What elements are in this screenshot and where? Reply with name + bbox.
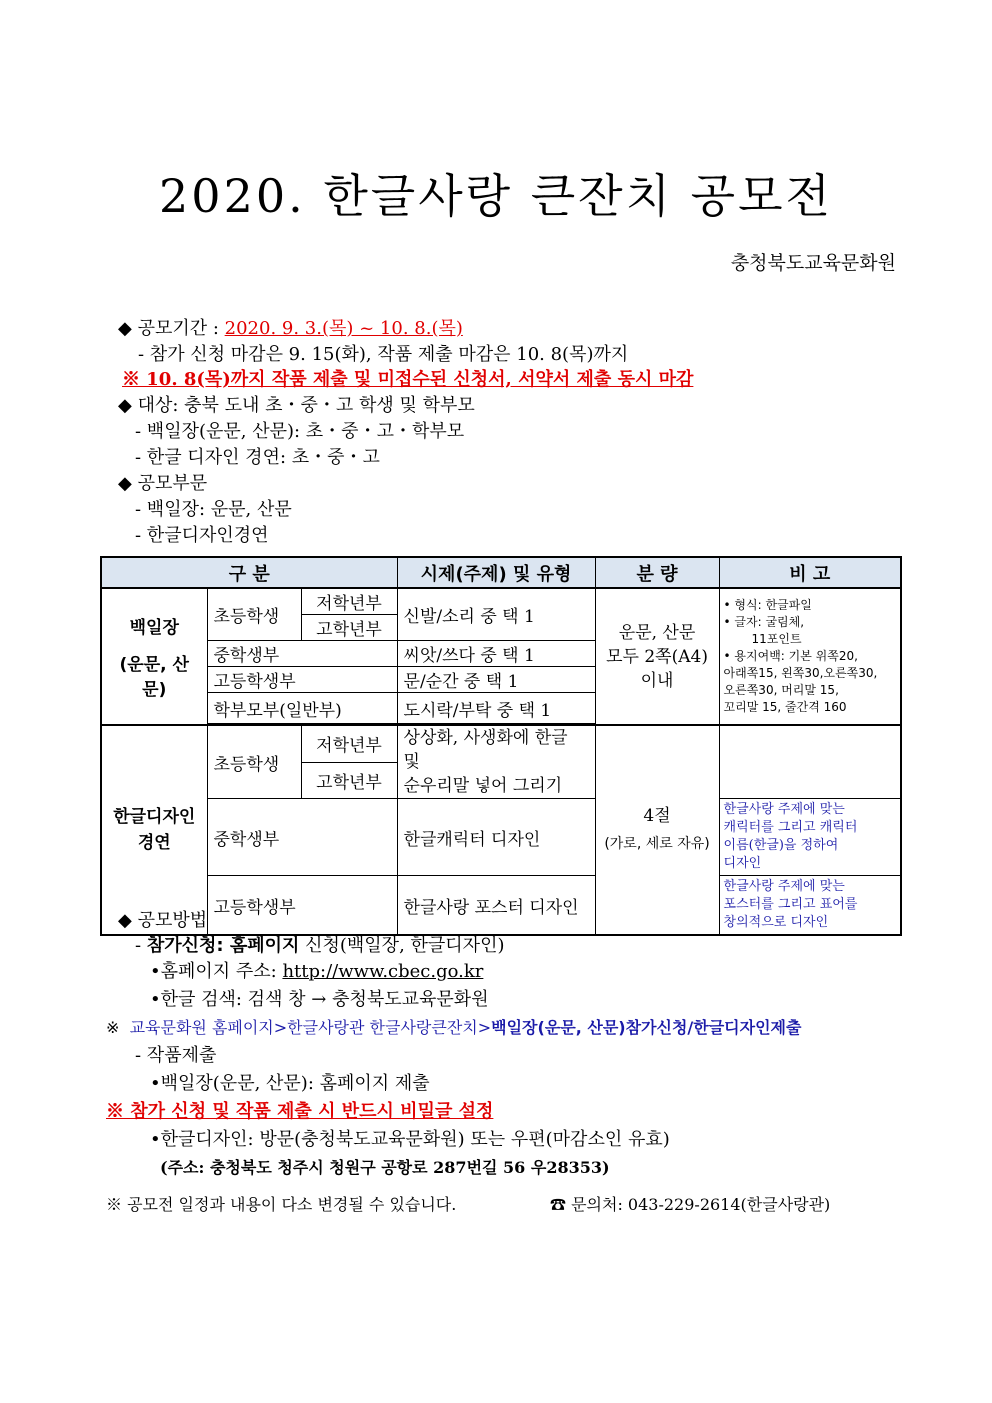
homepage-line: [150, 961, 483, 983]
note-line: 이름(한글)을 정하여: [723, 838, 839, 853]
target-item: - 백일장(운문, 산문): 초・중・고・학부모: [135, 421, 465, 442]
amount-line: (가로, 세로 자유): [604, 836, 710, 852]
submit-writing: •백일장(운문, 산문): 홈페이지 제출: [150, 1073, 430, 1094]
remark-line: 꼬리말 15, 줄간격 160: [723, 700, 847, 714]
topic-high: 한글사랑 포스터 디자인: [397, 876, 595, 936]
footer-notice: ※ 공모전 일정과 내용이 다소 변경될 수 있습니다.: [106, 1195, 457, 1214]
submit-label: - 작품제출: [135, 1045, 217, 1066]
header-topic: 시제(주제) 및 유형: [397, 557, 595, 588]
topic-elementary: 신발/소리 중 택 1: [397, 588, 595, 641]
password-warning: ※ 참가 신청 및 작품 제출 시 반드시 비밀글 설정: [106, 1101, 494, 1122]
apply-rest: 신청(백일장, 한글디자인): [299, 935, 505, 956]
remark-line: 오른쪽30, 머리말 15,: [723, 683, 839, 697]
organization-name: 충청북도교육문화원: [730, 252, 896, 274]
amount-line: 4절: [643, 806, 671, 826]
amount-line: 모두 2쪽(A4): [606, 646, 708, 667]
remark-line: 11포인트: [751, 632, 802, 646]
topic-parent: 도시락/부탁 중 택 1: [397, 693, 595, 724]
section-writing-name: 백일장: [129, 618, 179, 638]
note-line: 포스터를 그리고 표어를: [723, 897, 858, 912]
path-plain: 교육문화원 홈페이지>한글사랑관 한글사랑큰잔치>: [129, 1018, 492, 1037]
section-design: [101, 725, 207, 935]
period-line: [118, 318, 463, 340]
division-item: - 백일장: 운문, 산문: [135, 499, 292, 520]
section-design-name: 한글디자인: [113, 807, 196, 827]
remarks-writing: [719, 588, 901, 725]
remark-line: 아래쪽15, 왼쪽30,오른쪽30,: [723, 666, 878, 680]
topic-elementary: [397, 725, 595, 799]
diamond-bullet-icon: ◆: [118, 318, 132, 339]
section-writing-sub: (운문, 산문): [119, 655, 189, 700]
topic-middle: 한글캐릭터 디자인: [397, 799, 595, 876]
elementary-label: 초등학생: [207, 588, 301, 641]
target-line: [118, 395, 475, 417]
diamond-bullet-icon: ◆: [118, 910, 132, 931]
division-label: 공모부문: [137, 473, 208, 494]
header-remarks: 비 고: [719, 557, 901, 588]
topic-line: 순우리말 넣어 그리기: [403, 776, 563, 796]
section-design-sub: 경연: [137, 833, 171, 853]
period-label: 공모기간 :: [137, 318, 225, 339]
topic-high: 문/순간 중 택 1: [397, 667, 595, 693]
division-item: - 한글디자인경연: [135, 525, 269, 546]
method-label: 공모방법: [137, 910, 208, 931]
submit-design: •한글디자인: 방문(충청북도교육문화원) 또는 우편(마감소인 유효): [150, 1129, 670, 1150]
topic-line: 상상화, 사생화에 한글 및: [403, 728, 568, 772]
note-line: 캐릭터를 그리고 캐릭터: [723, 820, 858, 835]
diamond-bullet-icon: ◆: [118, 395, 132, 416]
remark-line: • 형식: 한글파일: [723, 598, 812, 612]
target-item: - 한글 디자인 경연: 초・중・고: [135, 447, 380, 468]
homepage-link[interactable]: http://www.cbec.go.kr: [282, 961, 484, 982]
search-line: •한글 검색: 검색 창 → 충청북도교육문화원: [150, 989, 489, 1010]
higher-grade-label: 고학년부: [301, 762, 397, 798]
amount-design: [595, 725, 719, 935]
remarks-empty: [719, 725, 901, 799]
remark-line: • 글자: 굴림체,: [723, 615, 805, 629]
higher-grade-label: 고학년부: [301, 615, 397, 641]
section-writing: [101, 588, 207, 725]
path-line: [106, 1017, 801, 1039]
path-bold: 백일장(운문, 산문)참가신청/한글디자인제출: [491, 1018, 802, 1037]
period-value: 2020. 9. 3.(목) ~ 10. 8.(목): [224, 318, 463, 339]
method-line: [118, 910, 207, 932]
contest-table: [100, 556, 902, 936]
note-line: 한글사랑 주제에 맞는: [723, 802, 845, 817]
header-category: 구 분: [101, 557, 397, 588]
note-high: [719, 876, 901, 936]
amount-writing: [595, 588, 719, 725]
remark-line: • 용지여백: 기본 위쪽20,: [723, 649, 858, 663]
homepage-label: •홈페이지 주소:: [150, 961, 283, 982]
lower-grade-label: 저학년부: [301, 725, 397, 762]
header-amount: 분 량: [595, 557, 719, 588]
address: (주소: 충청북도 청주시 청원구 공항로 287번길 56 우28353): [160, 1158, 610, 1177]
lower-grade-label: 저학년부: [301, 588, 397, 615]
note-middle: [719, 799, 901, 876]
division-line: [118, 473, 207, 495]
apply-bold: 참가신청: 홈페이지: [146, 935, 300, 956]
period-sub: - 참가 신청 마감은 9. 15(화), 작품 제출 마감은 10. 8(목)까지: [138, 344, 629, 365]
high-label: 고등학생부: [207, 876, 397, 936]
high-label: 고등학생부: [207, 667, 397, 693]
note-line: 한글사랑 주제에 맞는: [723, 879, 845, 894]
page-title: 2020. 한글사랑 큰잔치 공모전: [159, 169, 833, 223]
note-line: 창의적으로 디자인: [723, 915, 829, 930]
note-line: 디자인: [723, 856, 762, 871]
amount-line: 운문, 산문: [618, 622, 696, 643]
parent-label: 학부모부(일반부): [207, 693, 397, 724]
path-mark: ※: [106, 1018, 120, 1037]
amount-line: 이내: [640, 670, 674, 691]
topic-middle: 씨앗/쓰다 중 택 1: [397, 641, 595, 667]
middle-label: 중학생부: [207, 799, 397, 876]
period-warning: ※ 10. 8(목)까지 작품 제출 및 미접수된 신청서, 서약서 제출 동시 마감: [122, 369, 694, 390]
footer-contact: ☎ 문의처: 043-229-2614(한글사랑관): [550, 1195, 831, 1214]
elementary-label: 초등학생: [207, 725, 301, 799]
target-label: 대상: 충북 도내 초・중・고 학생 및 학부모: [137, 395, 475, 416]
diamond-bullet-icon: ◆: [118, 473, 132, 494]
apply-line: [135, 935, 504, 957]
apply-prefix: -: [135, 935, 147, 956]
middle-label: 중학생부: [207, 641, 397, 667]
